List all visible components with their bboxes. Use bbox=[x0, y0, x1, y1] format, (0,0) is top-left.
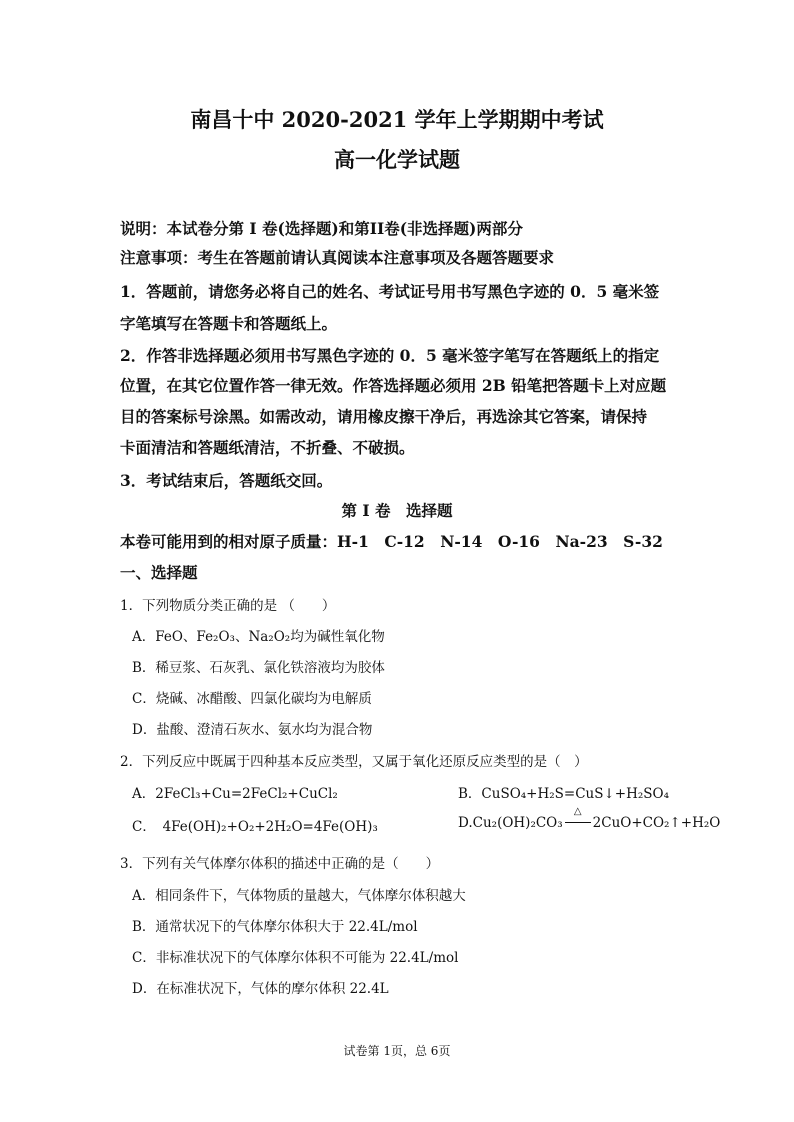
section-heading: 第 I 卷 选择题 bbox=[341, 501, 453, 520]
instruction-item-2d: 卡面清洁和答题纸清洁，不折叠、不破损。 bbox=[120, 438, 415, 457]
question-2-option-a: A．2FeCl₃+Cu=2FeCl₂+CuCl₂ bbox=[132, 786, 338, 802]
question-2-option-b: B．CuSO₄+H₂S=CuS↓+H₂SO₄ bbox=[458, 786, 670, 802]
question-3-option-c: C．非标准状况下的气体摩尔体积不可能为 22.4L/mol bbox=[132, 950, 459, 966]
part-label: 一、选择题 bbox=[120, 563, 198, 582]
heat-symbol: △ bbox=[573, 806, 582, 817]
question-3-stem: 3．下列有关气体摩尔体积的描述中正确的是（ ） bbox=[120, 856, 440, 872]
instruction-note: 说明：本试卷分第 I 卷(选择题)和第II卷(非选择题)两部分 bbox=[120, 219, 523, 238]
question-1-option-d: D．盐酸、澄清石灰水、氨水均为混合物 bbox=[132, 722, 373, 738]
question-1-option-b: B．稀豆浆、石灰乳、氯化铁溶液均为胶体 bbox=[132, 660, 385, 676]
question-1-option-a: A．FeO、Fe₂O₃、Na₂O₂均为碱性氧化物 bbox=[132, 629, 385, 645]
question-3-option-d: D．在标准状况下，气体的摩尔体积 22.4L bbox=[132, 981, 389, 997]
page-footer: 试卷第 1页，总 6页 bbox=[343, 1044, 451, 1058]
question-3-option-b: B．通常状况下的气体摩尔体积大于 22.4L/mol bbox=[132, 919, 418, 935]
question-1-option-c: C．烧碱、冰醋酸、四氯化碳均为电解质 bbox=[132, 691, 372, 707]
instruction-item-1a: 1．答题前，请您务必将自己的姓名、考试证号用书写黑色字迹的 0．5 毫米签 bbox=[120, 282, 660, 301]
instruction-item-1b: 字笔填写在答题卡和答题纸上。 bbox=[120, 314, 338, 333]
instruction-item-3: 3．考试结束后，答题纸交回。 bbox=[120, 471, 333, 490]
instruction-item-2c: 目的答案标号涂黑。如需改动，请用橡皮擦干净后，再选涂其它答案，请保持 bbox=[120, 407, 648, 426]
question-2-option-d-reactant: D.Cu₂(OH)₂CO₃ bbox=[458, 815, 563, 831]
question-3-option-a: A．相同条件下，气体物质的量越大，气体摩尔体积越大 bbox=[132, 888, 466, 904]
question-2-option-d-product: 2CuO+CO₂↑+H₂O bbox=[592, 815, 721, 831]
question-2-option-d bbox=[458, 806, 721, 831]
exam-title: 南昌十中 2020-2021 学年上学期期中考试 bbox=[190, 107, 604, 132]
question-2-stem: 2．下列反应中既属于四种基本反应类型，又属于氧化还原反应类型的是（ ） bbox=[120, 754, 588, 770]
atomic-masses: 本卷可能用到的相对原子质量：H-1 C-12 N-14 O-16 Na-23 S-32 bbox=[120, 532, 663, 551]
instruction-item-2a: 2．作答非选择题必须用书写黑色字迹的 0．5 毫米签字笔写在答题纸上的指定 bbox=[120, 346, 660, 365]
heating-arrow bbox=[563, 806, 593, 831]
reaction-line bbox=[565, 822, 591, 823]
question-1-stem: 1．下列物质分类正确的是 （ ） bbox=[120, 598, 336, 614]
instruction-attention: 注意事项：考生在答题前请认真阅读本注意事项及各题答题要求 bbox=[120, 248, 555, 267]
instruction-item-2b: 位置，在其它位置作答一律无效。作答选择题必须用 2B 铅笔把答题卡上对应题 bbox=[120, 376, 667, 395]
exam-subtitle: 高一化学试题 bbox=[334, 147, 460, 172]
question-2-option-c: C． 4Fe(OH)₂+O₂+2H₂O=4Fe(OH)₃ bbox=[132, 819, 378, 835]
